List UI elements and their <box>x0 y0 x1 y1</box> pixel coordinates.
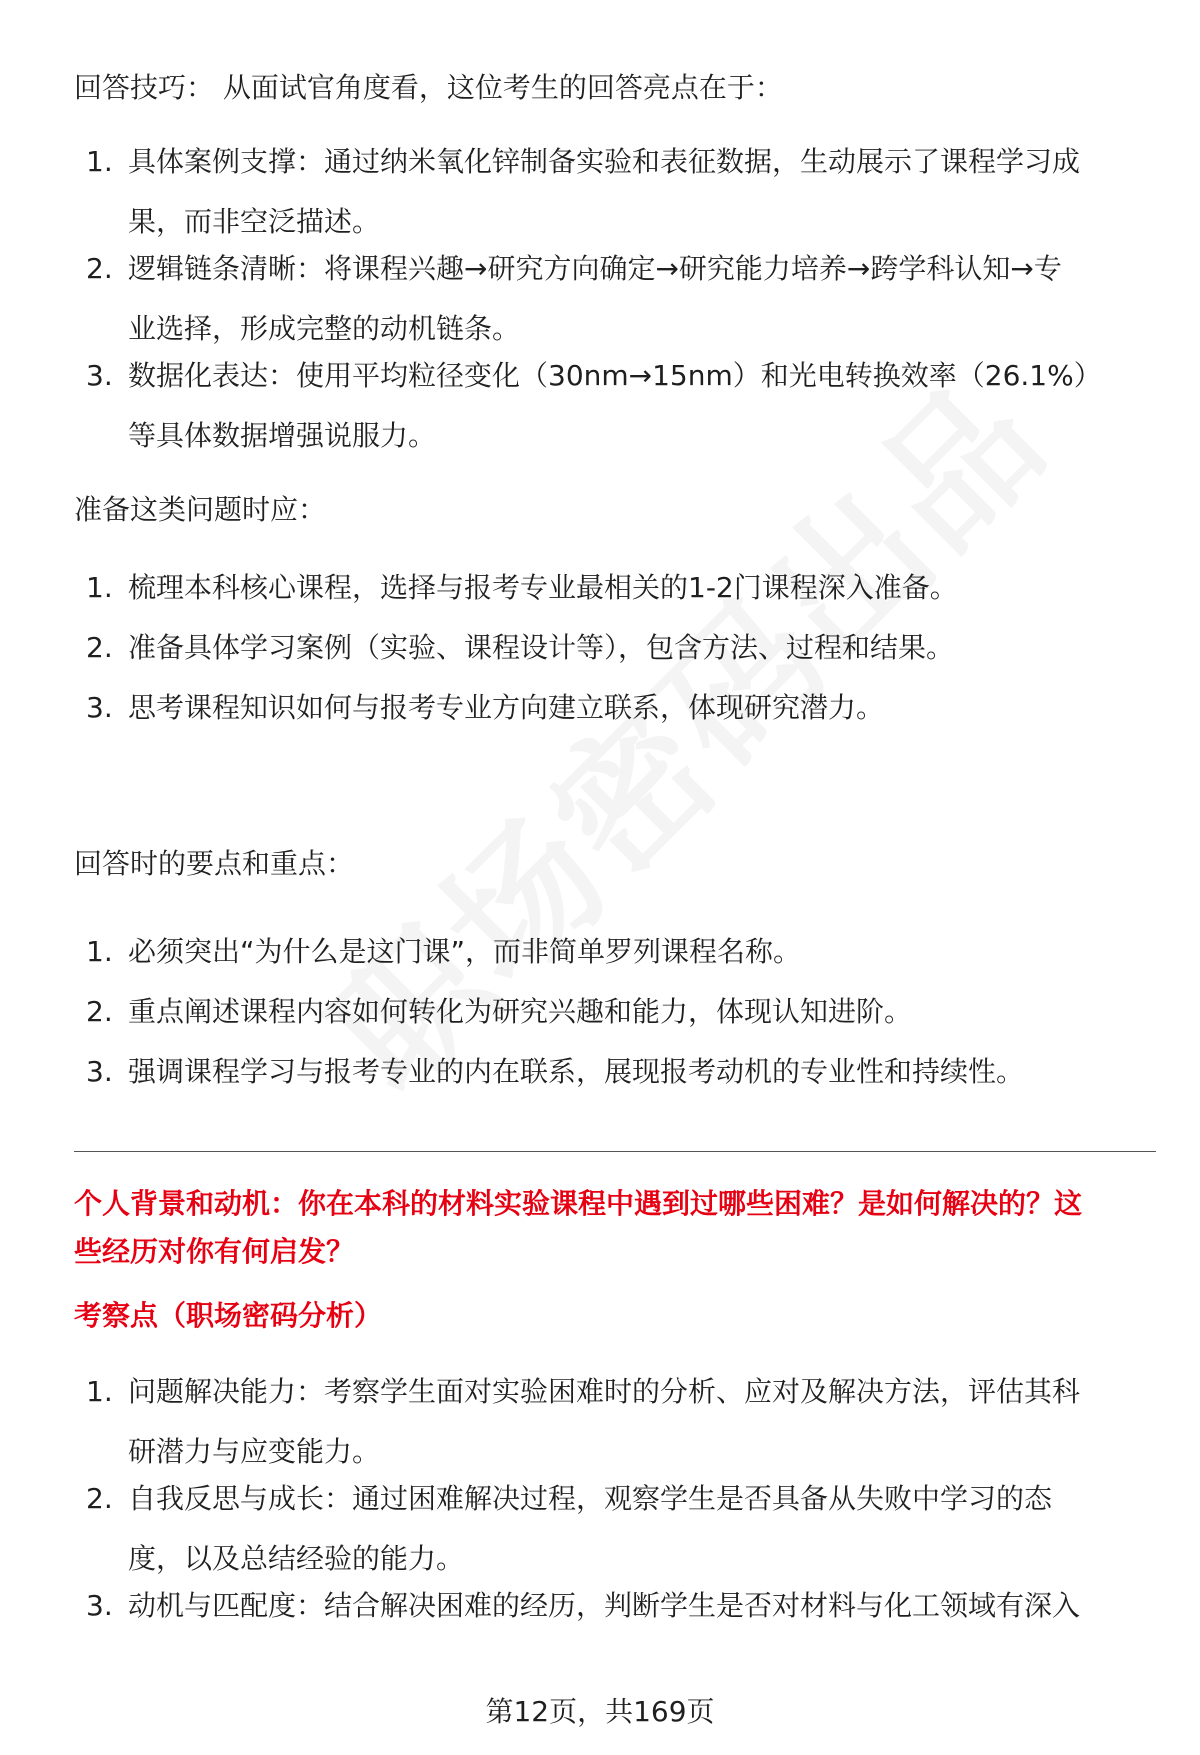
list-item-line: 强调课程学习与报考专业的内在联系，展现报考动机的专业性和持续性。 <box>128 1055 1025 1088</box>
list-number: 2. <box>86 995 113 1028</box>
list-number: 1. <box>86 1375 113 1408</box>
list-item <box>74 346 1154 466</box>
list-item-line: 研潜力与应变能力。 <box>128 1435 381 1468</box>
list-item <box>74 239 1154 359</box>
list-item <box>74 132 1154 252</box>
list-number: 1. <box>86 145 113 178</box>
list-number: 1. <box>86 571 113 604</box>
question-line: 个人背景和动机：你在本科的材料实验课程中遇到过哪些困难？是如何解决的？这 <box>74 1187 1083 1220</box>
list-item <box>74 1469 1154 1589</box>
list-item-line: 数据化表达：使用平均粒径变化（30nm→15nm）和光电转换效率（26.1%） <box>128 359 1102 392</box>
list-number: 2. <box>86 252 113 285</box>
key-points-intro: 回答时的要点和重点： <box>74 847 355 880</box>
list-item <box>74 618 1154 678</box>
list-item <box>74 982 1154 1042</box>
list-item <box>74 1362 1154 1482</box>
list-number: 3. <box>86 359 113 392</box>
list-item-line: 具体案例支撑：通过纳米氧化锌制备实验和表征数据，生动展示了课程学习成 <box>128 145 1081 178</box>
list-item-line: 问题解决能力：考察学生面对实验困难时的分析、应对及解决方法，评估其科 <box>128 1375 1081 1408</box>
question-heading <box>74 1180 1154 1276</box>
list-item <box>74 1042 1154 1102</box>
list-item <box>74 558 1154 618</box>
list-number: 2. <box>86 631 113 664</box>
question-line: 些经历对你有何启发？ <box>74 1235 355 1268</box>
answer-tips-intro: 回答技巧： 从面试官角度看，这位考生的回答亮点在于： <box>74 71 783 104</box>
list-number: 3. <box>86 691 113 724</box>
list-item <box>74 922 1154 982</box>
list-number: 2. <box>86 1482 113 1515</box>
list-item-line: 果，而非空泛描述。 <box>128 205 381 238</box>
list-item-line: 自我反思与成长：通过困难解决过程，观察学生是否具备从失败中学习的态 <box>128 1482 1053 1515</box>
section-divider <box>74 1151 1156 1152</box>
list-item <box>74 678 1154 738</box>
key-points-list <box>74 922 1154 1102</box>
list-item-line: 逻辑链条清晰：将课程兴趣→研究方向确定→研究能力培养→跨学科认知→专 <box>128 252 1062 285</box>
list-item <box>74 1576 1154 1636</box>
list-number: 1. <box>86 935 113 968</box>
analysis-list <box>74 1362 1154 1636</box>
list-item-line: 等具体数据增强说服力。 <box>128 419 437 452</box>
answer-tips-list <box>74 132 1154 466</box>
list-item-line: 动机与匹配度：结合解决困难的经历，判断学生是否对材料与化工领域有深入 <box>128 1589 1081 1622</box>
list-item-line: 必须突出“为什么是这门课”，而非简单罗列课程名称。 <box>128 935 802 968</box>
list-item-line: 梳理本科核心课程，选择与报考专业最相关的1-2门课程深入准备。 <box>128 571 958 604</box>
preparation-list <box>74 558 1154 738</box>
preparation-intro: 准备这类问题时应： <box>74 493 327 526</box>
list-item-line: 思考课程知识如何与报考专业方向建立联系，体现研究潜力。 <box>128 691 885 724</box>
list-item-line: 业选择，形成完整的动机链条。 <box>128 312 521 345</box>
page-number: 第12页，共169页 <box>485 1695 715 1728</box>
list-item-line: 度，以及总结经验的能力。 <box>128 1542 465 1575</box>
list-number: 3. <box>86 1055 113 1088</box>
list-item-line: 重点阐述课程内容如何转化为研究兴趣和能力，体现认知进阶。 <box>128 995 913 1028</box>
analysis-subheading: 考察点（职场密码分析） <box>74 1299 383 1332</box>
list-number: 3. <box>86 1589 113 1622</box>
list-item-line: 准备具体学习案例（实验、课程设计等），包含方法、过程和结果。 <box>128 631 955 664</box>
